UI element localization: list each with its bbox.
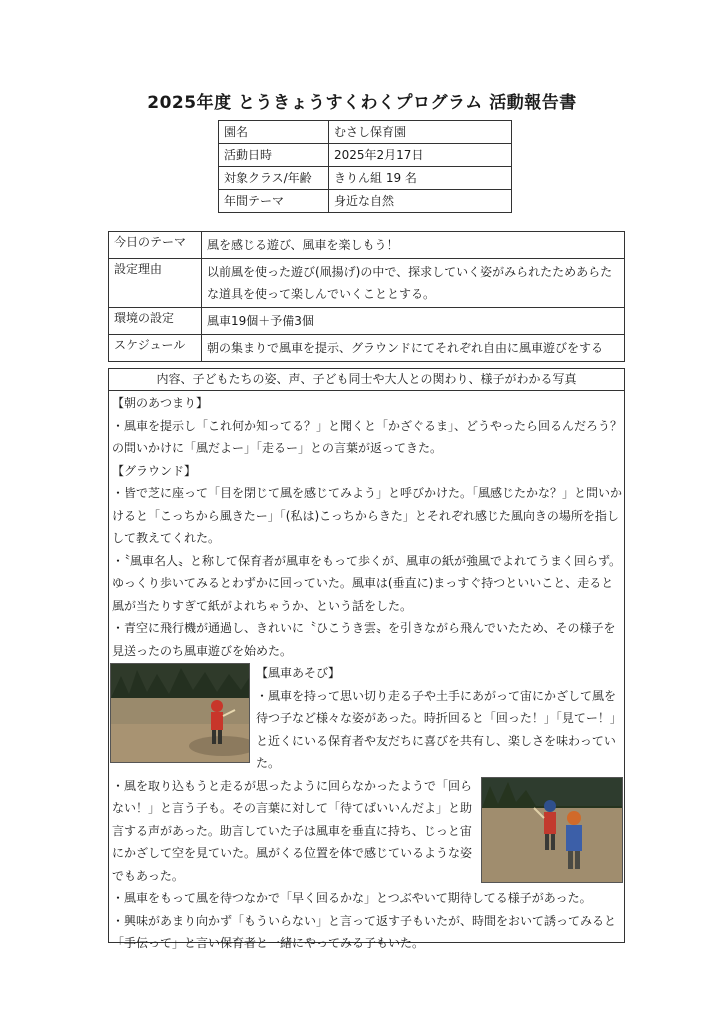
report-paragraph: ・皆で芝に座って「目を閉じて風を感じてみよう」と呼びかけた。「風感じたかな？」と問いかけると「こっちから風きたー」「(私は)こっちからきた」とそれぞれ感じた風向きの場所を指しして教えてくれた。	[112, 486, 623, 545]
report-header: 内容、子どもたちの姿、声、子ども同士や大人との関わり、様子がわかる写真	[109, 369, 624, 391]
plan-row-environment	[109, 308, 625, 335]
activity-photo-running-child	[110, 663, 250, 763]
report-paragraph: ・風車を持って思い切り走る子や土手にあがって宙にかざして風を待つ子など様々な姿があった。時折回ると「回った！」「見てー！」と近くにいる保育者や友だちに喜びを共有し、楽しさを味わっていた。	[256, 688, 622, 770]
info-label: 年間テーマ	[219, 190, 329, 213]
report-paragraph: ・風車を提示し「これ何か知ってる？」と聞くと「かざぐるま」、どうやったら回るんだろう？の問いかけに「風だよー」「走るー」との言葉が返ってきた。	[112, 418, 623, 455]
plan-table	[108, 231, 625, 362]
plan-label: 今日のテーマ	[109, 232, 202, 259]
plan-schedule: 朝の集まりで風車を提示、グラウンドにてそれぞれ自由に風車遊びをする	[202, 335, 625, 362]
info-value: 身近な自然	[329, 190, 512, 213]
activity-photo-children-holding-windmills	[481, 777, 623, 883]
info-label: 園名	[219, 121, 329, 144]
info-row	[219, 167, 512, 190]
plan-row-reason	[109, 259, 625, 308]
info-table	[218, 120, 512, 213]
report-body	[109, 391, 624, 955]
plan-reason: 以前風を使った遊び(凧揚げ)の中で、探求していく姿がみられたためあらたな道具を使って楽しんでいくこととする。	[202, 259, 625, 308]
section-heading-morning: 【朝のあつまり】	[112, 396, 209, 410]
report-paragraph: ・風車をもって風を待つなかで「早く回るかな」とつぶやいて期待してる様子があった。	[112, 891, 592, 905]
report-paragraph: ・興味があまり向かず「もういらない」と言って返す子もいたが、時間をおいて誘ってみると「手伝って」と言い保育者と一緒にやってみる子もいた。	[112, 913, 617, 950]
report-paragraph: ・〝風車名人〟と称して保育者が風車をもって歩くが、風車の紙が強風でよれてうまく回らず。ゆっくり歩いてみるとわずかに回っていた。風車は(垂直に)まっすぐ持つといいこと、走ると風が当たりすぎて紙がよれちゃうか、という話をした。	[112, 553, 622, 613]
info-value: むさし保育園	[329, 121, 512, 144]
section-heading-play: 【風車あそび】	[256, 666, 341, 680]
info-label: 対象クラス/年齢	[219, 167, 329, 190]
page-title: 2025年度 とうきょうすくわくプログラム 活動報告書	[147, 93, 577, 113]
plan-label: 設定理由	[109, 259, 202, 308]
info-label: 活動日時	[219, 144, 329, 167]
plan-environment: 風車19個＋予備3個	[202, 308, 625, 335]
report-paragraph: ・風を取り込もうと走るが思ったように回らなかったようで「回らない！」と言う子も。その言葉に対して「待てばいいんだよ」と助言する声があった。助言していた子は風車を垂直に持ち、じっと宙にかざして空を見ていた。風がくる位置を体で感じているような姿でもあった。	[112, 778, 473, 883]
report-box	[108, 368, 625, 950]
plan-theme: 風を感じる遊び、風車を楽しもう！	[202, 232, 625, 259]
photo-image	[111, 664, 249, 762]
info-row	[219, 121, 512, 144]
plan-label: 環境の設定	[109, 308, 202, 335]
info-row	[219, 190, 512, 213]
photo-image	[482, 778, 622, 882]
plan-label: スケジュール	[109, 335, 202, 362]
info-value: 2025年2月17日	[329, 144, 512, 167]
info-row	[219, 144, 512, 167]
info-value: きりん組 19 名	[329, 167, 512, 190]
plan-row-theme	[109, 232, 625, 259]
report-paragraph: ・青空に飛行機が通過し、きれいに〝ひこうき雲〟を引きながら飛んでいたため、その様子を見送ったのち風車遊びを始めた。	[112, 621, 616, 658]
section-heading-ground: 【グラウンド】	[112, 463, 197, 478]
plan-row-schedule	[109, 335, 625, 362]
